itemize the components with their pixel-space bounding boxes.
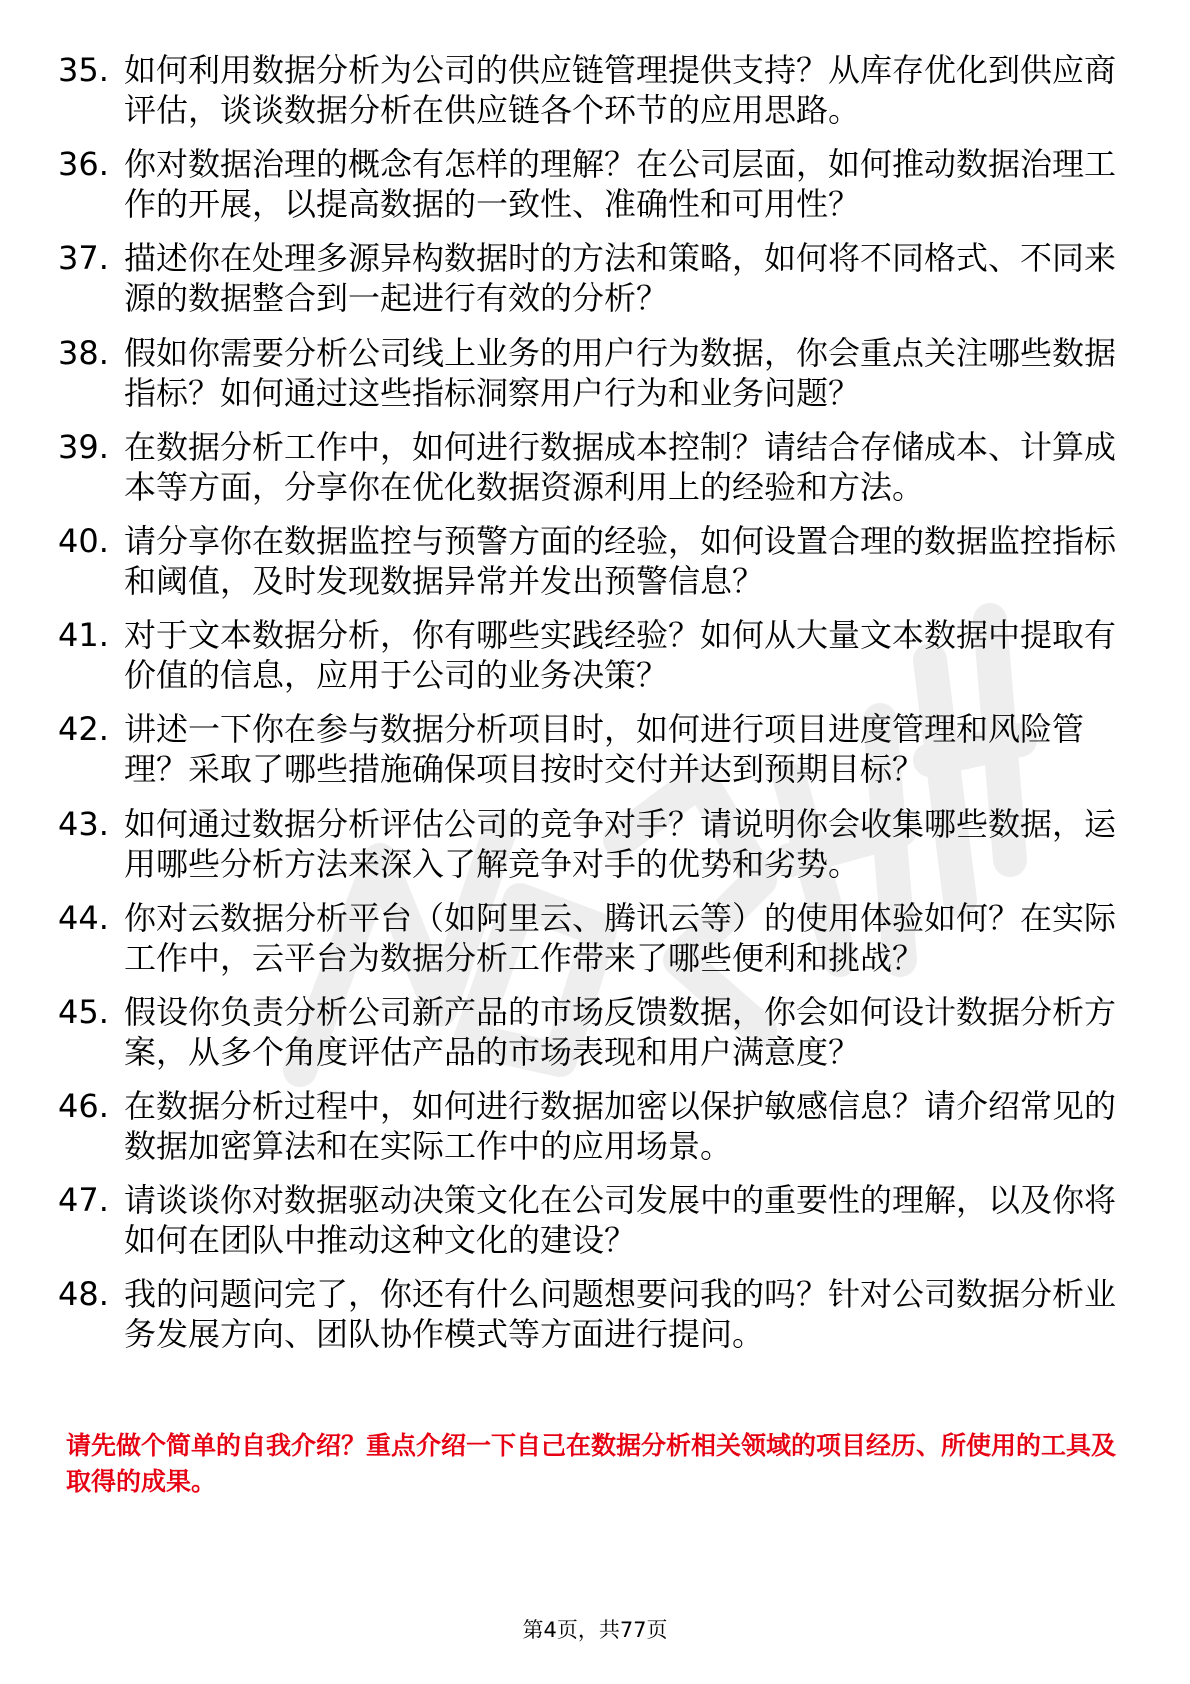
question-text: 假设你负责分析公司新产品的市场反馈数据，你会如何设计数据分析方案，从多个角度评估产品的市场表现和用户满意度？ [124,992,1117,1071]
question-text: 讲述一下你在参与数据分析项目时，如何进行项目进度管理和风险管理？采取了哪些措施确保项目按时交付并达到预期目标？ [124,710,1085,789]
question-number: 37. [58,239,109,278]
question-list [58,50,1118,1369]
question-number: 43. [58,804,109,843]
question-number: 35. [58,51,109,89]
question-text: 如何通过数据分析评估公司的竞争对手？请说明你会收集哪些数据，运用哪些分析方法来深入了解竞争对手的优势和劣势。 [124,804,1117,883]
highlighted-question: 请先做个简单的自我介绍？重点介绍一下自己在数据分析相关领域的项目经历、所使用的工具及取得的成果。 [66,1431,1117,1496]
question-number: 42. [58,710,109,749]
question-item [58,427,1118,507]
question-text: 在数据分析工作中，如何进行数据成本控制？请结合存储成本、计算成本等方面，分享你在优化数据资源利用上的经验和方法。 [124,427,1117,506]
question-text: 如何利用数据分析为公司的供应链管理提供支持？从库存优化到供应商评估，谈谈数据分析在供应链各个环节的应用思路。 [124,51,1117,129]
question-number: 36. [58,145,109,184]
question-item [58,238,1118,318]
question-number: 48. [58,1275,109,1314]
question-text: 描述你在处理多源异构数据时的方法和策略，如何将不同格式、不同来源的数据整合到一起进行有效的分析？ [124,239,1117,318]
question-item [58,1086,1118,1166]
question-item [58,898,1118,978]
question-number: 39. [58,427,109,466]
question-item [58,333,1118,413]
question-item [58,992,1118,1072]
question-number: 41. [58,616,109,655]
question-text: 在数据分析过程中，如何进行数据加密以保护敏感信息？请介绍常见的数据加密算法和在实际工作中的应用场景。 [124,1087,1117,1166]
question-item [58,804,1118,884]
question-item [58,709,1118,789]
question-item [58,521,1118,601]
question-item [58,50,1118,130]
question-text: 你对数据治理的概念有怎样的理解？在公司层面，如何推动数据治理工作的开展，以提高数据的一致性、准确性和可用性？ [124,145,1117,224]
question-item [58,1274,1118,1354]
question-text: 你对云数据分析平台（如阿里云、腾讯云等）的使用体验如何？在实际工作中，云平台为数据分析工作带来了哪些便利和挑战？ [124,898,1117,977]
question-number: 38. [58,333,109,372]
question-item [58,144,1118,224]
question-number: 46. [58,1087,109,1126]
question-number: 40. [58,521,109,560]
question-text: 请分享你在数据监控与预警方面的经验，如何设置合理的数据监控指标和阈值，及时发现数据异常并发出预警信息？ [124,521,1117,600]
question-text: 我的问题问完了，你还有什么问题想要问我的吗？针对公司数据分析业务发展方向、团队协作模式等方面进行提问。 [124,1275,1117,1354]
question-number: 44. [58,898,109,937]
question-text: 假如你需要分析公司线上业务的用户行为数据，你会重点关注哪些数据指标？如何通过这些指标洞察用户行为和业务问题？ [124,333,1117,412]
question-number: 47. [58,1181,109,1220]
question-text: 请谈谈你对数据驱动决策文化在公司发展中的重要性的理解，以及你将如何在团队中推动这种文化的建设？ [124,1181,1117,1260]
question-number: 45. [58,992,109,1031]
page-footer: 第4页，共77页 [522,1618,668,1642]
question-item [58,1180,1118,1260]
question-text: 对于文本数据分析，你有哪些实践经验？如何从大量文本数据中提取有价值的信息，应用于公司的业务决策？ [124,616,1117,695]
question-item [58,615,1118,695]
